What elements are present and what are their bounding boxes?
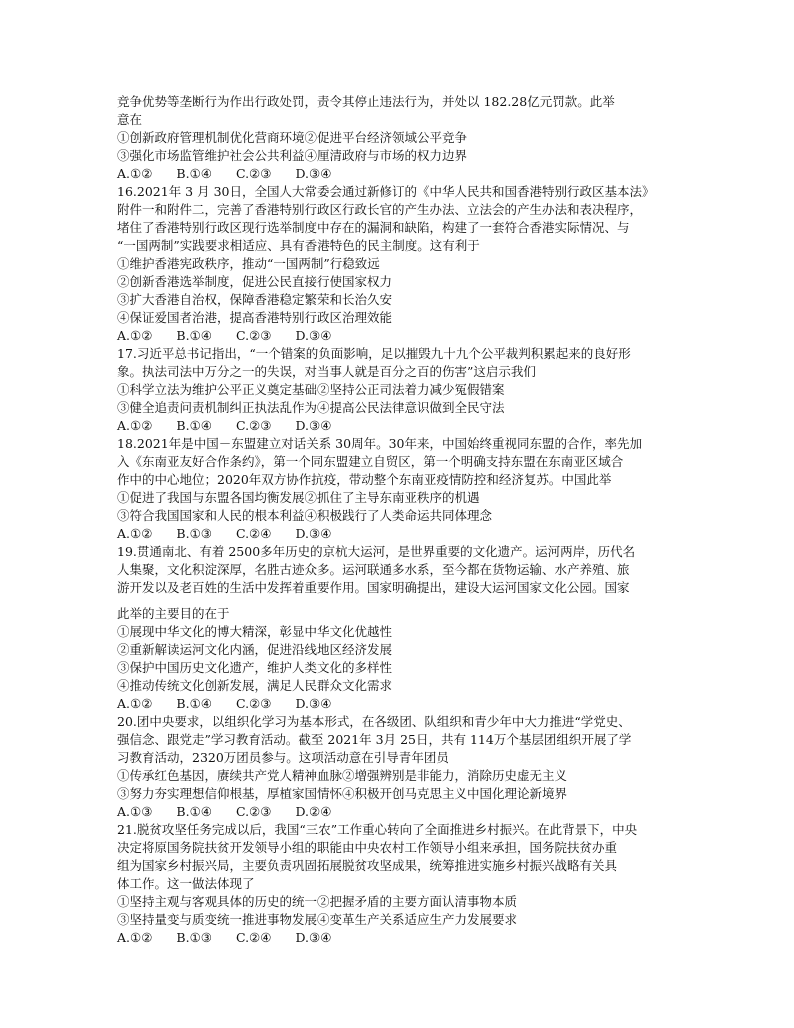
choice-line: ③扩大香港自治权，保障香港稳定繁荣和长治久安 (117, 292, 393, 307)
answer-options (117, 327, 331, 346)
answer-options (117, 803, 331, 822)
option-c: C.②③ (235, 166, 272, 181)
question-stem-line: 附件一和附件二，完善了香港特别行政区行政长官的产生办法、立法会的产生办法和表决程序， (117, 202, 643, 217)
question-stem-line: 19.贯通南北、有着 2500多年历史的京杭大运河，是世界重要的文化遗产。运河两岸，历代名 (117, 544, 636, 559)
question-stem-line: 18.2021年是中国－东盟建立对话关系 30周年。30年来，中国始终重视同东盟的合作，率先加 (117, 436, 642, 451)
option-c: C.②③ (235, 804, 272, 819)
choice-line: ①维护香港宪政秩序，推动“一国两制”行稳致远 (117, 256, 380, 271)
question-stem-line: 竞争优势等垄断行为作出行政处罚，责令其停止违法行为，并处以 182.28亿元罚款。此举 (117, 94, 615, 109)
choice-line: ③坚持量变与质变统一推进事物发展④变革生产关系适应生产力发展要求 (117, 912, 518, 927)
option-a: A.①② (117, 696, 153, 711)
option-d: D.③④ (295, 328, 332, 343)
option-a: A.①② (117, 328, 153, 343)
option-a: A.①② (117, 418, 153, 433)
option-b: B.①④ (176, 418, 212, 433)
option-d: D.③④ (295, 930, 332, 945)
choice-line: ③符合我国国家和人民的根本利益④积极践行了人类命运共同体理念 (117, 508, 493, 523)
question-stem-line: 此举的主要目的在于 (117, 606, 230, 621)
question-stem-line: 21.脱贫攻坚任务完成以后，我国“三农”工作重心转向了全面推进乡村振兴。在此背景下，中央 (117, 822, 638, 837)
option-b: B.①④ (176, 696, 212, 711)
choice-line: ①创新政府管理机制优化营商环境②促进平台经济领域公平竞争 (117, 130, 468, 145)
answer-options (117, 929, 331, 948)
option-d: D.③④ (295, 418, 332, 433)
choice-line: ④保证爱国者治港，提高香港特别行政区治理效能 (117, 310, 393, 325)
answer-options (117, 525, 331, 544)
question-stem-line: 游开发以及老百姓的生活中发挥着重要作用。国家明确提出，建设大运河国家文化公园。国家 (117, 580, 630, 595)
answer-options (117, 695, 331, 714)
choice-line: ①坚持主观与客观具体的历史的统一②把握矛盾的主要方面认清事物本质 (117, 894, 518, 909)
question-stem-line: 体工作。这一做法体现了 (117, 876, 255, 891)
option-d: D.③④ (295, 526, 332, 541)
choice-line: ①促进了我国与东盟各国均衡发展②抓住了主导东南亚秩序的机遇 (117, 490, 480, 505)
question-stem-line: 组为国家乡村振兴局，主要负责巩固拓展脱贫攻坚成果，统筹推进实施乡村振兴战略有关具 (117, 858, 618, 873)
question-stem-line: 意在 (117, 112, 143, 127)
question-stem-line: 入《东南亚友好合作条约》，第一个同东盟建立自贸区，第一个明确支持东盟在东南亚区域合 (117, 454, 624, 469)
question-stem-line: 作中的中心地位；2020年双方协作抗疫，带动整个东南亚疫情防控和经济复苏。中国此举 (117, 472, 612, 487)
option-b: B.①③ (176, 930, 212, 945)
question-stem-line: 强信念、跟党走”学习教育活动。截至 2021年 3月 25日，共有 114万个基层团组织开展了学 (117, 732, 632, 747)
question-stem-line: 17.习近平总书记指出，“一个错案的负面影响，足以摧毁九十九个公平裁判积累起来的良好形 (117, 346, 631, 361)
option-b: B.①④ (176, 166, 212, 181)
option-c: C.②③ (235, 328, 272, 343)
option-c: C.②④ (235, 526, 272, 541)
question-stem-line: 决定将原国务院扶贫开发领导小组的职能由中央农村工作领导小组来承担，国务院扶贫办重 (117, 840, 618, 855)
option-b: B.①④ (176, 804, 212, 819)
option-b: B.①③ (176, 526, 212, 541)
choice-line: ③努力夯实理想信仰根基，厚植家国情怀④积极开创马克思主义中国化理论新境界 (117, 786, 568, 801)
question-stem-line: 象。执法司法中万分之一的失误，对当事人就是百分之百的伤害”这启示我们 (117, 364, 536, 379)
question-stem-line: 习教育活动，2320万团员参与。这项活动意在引导青年团员 (117, 750, 449, 765)
option-c: C.②④ (235, 930, 272, 945)
option-a: A.①② (117, 526, 153, 541)
option-c: C.②③ (235, 418, 272, 433)
option-a: A.①③ (117, 804, 153, 819)
choice-line: ②创新香港选举制度，促进公民直接行使国家权力 (117, 274, 393, 289)
choice-line: ①传承红色基因，赓续共产党人精神血脉②增强辨别是非能力，消除历史虚无主义 (117, 768, 568, 783)
choice-line: ④推动传统文化创新发展，满足人民群众文化需求 (117, 678, 393, 693)
option-d: D.③④ (295, 696, 332, 711)
answer-options (117, 165, 331, 184)
question-stem-line: “一国两制”实践要求相适应、具有香港特色的民主制度。这有利于 (117, 238, 480, 253)
option-d: D.②④ (295, 804, 332, 819)
choice-line: ②重新解读运河文化内涵，促进沿线地区经济发展 (117, 642, 393, 657)
question-stem-line: 人集聚，文化积淀深厚，名胜古迹众多。运河联通多水系，至今都在货物运输、水产养殖、旅 (117, 562, 630, 577)
option-d: D.③④ (295, 166, 332, 181)
question-stem-line: 20.团中央要求，以组织化学习为基本形式，在各级团、队组织和青少年中大力推进“学党史、 (117, 714, 631, 729)
answer-options (117, 417, 331, 436)
option-a: A.①② (117, 166, 153, 181)
choice-line: ③保护中国历史文化遗产，维护人类文化的多样性 (117, 660, 393, 675)
option-c: C.②③ (235, 696, 272, 711)
choice-line: ③健全追责问责机制纠正执法乱作为④提高公民法律意识做到全民守法 (117, 400, 505, 415)
option-b: B.①④ (176, 328, 212, 343)
choice-line: ①展现中华文化的博大精深，彰显中华文化优越性 (117, 624, 393, 639)
question-stem-line: 堵住了香港特别行政区现行选举制度中存在的漏洞和缺陷，构建了一套符合香港实际情况、与 (117, 220, 630, 235)
choice-line: ③强化市场监管维护社会公共利益④厘清政府与市场的权力边界 (117, 148, 468, 163)
choice-line: ①科学立法为维护公平正义奠定基础②坚持公正司法着力减少冤假错案 (117, 382, 505, 397)
option-a: A.①② (117, 930, 153, 945)
question-stem-line: 16.2021年 3 月 30日，全国人大常委会通过新修订的《中华人民共和国香港特别行政区基本法》 (117, 184, 655, 199)
